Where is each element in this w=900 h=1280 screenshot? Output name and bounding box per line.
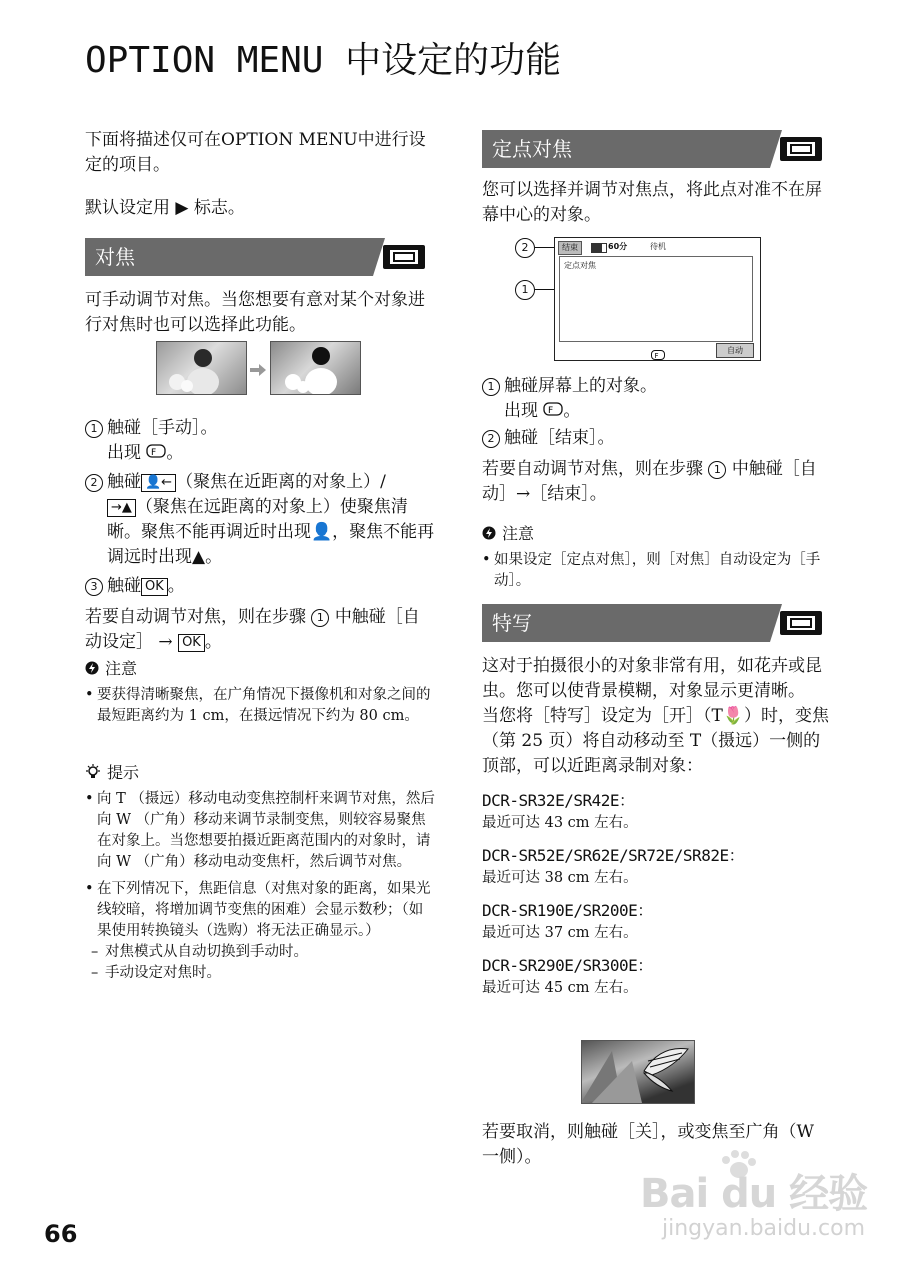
ok-button[interactable]: OK xyxy=(141,578,168,596)
spot-focus-steps xyxy=(482,374,832,592)
end-button[interactable]: 结束 xyxy=(558,241,582,255)
step-marker: 1 xyxy=(85,420,103,438)
svg-text:F: F xyxy=(151,448,157,458)
note-item: • 要获得清晰聚焦，在广角情况下摄像机和对象之间的最短距离约为 1 cm，在摄远情况下约为 80 cm。 xyxy=(85,685,435,727)
intro-text: 下面将描述仅可在OPTION MENU中进行设定的项目。 xyxy=(85,130,426,175)
tip-item: • 在下列情况下，焦距信息（对焦对象的距离，如果光线较暗，将增加调节变焦的困难）会显示数秒；（如果使用转换镜头（选购）将无法正确显示。） xyxy=(85,879,435,942)
model-list xyxy=(482,789,832,999)
baidu-watermark xyxy=(640,1150,870,1260)
svg-text:F: F xyxy=(548,406,554,416)
ok-button[interactable]: OK xyxy=(178,634,205,652)
spot-focus-section xyxy=(482,130,832,228)
model-name: DCR-SR52E/SR62E/SR72E/SR82E： xyxy=(482,846,745,865)
focus-tips xyxy=(85,760,435,984)
tip-item: • 向 T （摄远）移动电动变焦控制杆来调节对焦，然后向 W （广角）移动来调节录制变焦，则较容易聚焦在对象上。当您想要拍摄近距离范围内的对象时，请向 W （广角）移动电动变焦杆，然后调节对焦。 xyxy=(85,789,435,873)
model-distance: 最近可达 45 cm 左右。 xyxy=(482,980,638,996)
screen-title: 定点对焦 xyxy=(564,261,596,270)
note-item: • 如果设定［定点对焦］，则［对焦］自动设定为［手动］。 xyxy=(482,550,832,592)
model-distance: 最近可达 37 cm 左右。 xyxy=(482,925,638,941)
mountain-icon: ▲ xyxy=(192,547,206,567)
macro-section xyxy=(482,604,832,999)
model-entry xyxy=(482,844,832,889)
macro-desc: 这对于拍摄很小的对象非常有用，如花卉或昆虫。您可以使背景模糊，对象显示更清晰。 xyxy=(482,656,822,701)
watermark-url: jingyan.baidu.com xyxy=(662,1216,866,1241)
focus-step-2: 2 触碰 👤← （聚焦在近距离的对象上）/ →▲ （聚焦在远距离的对象上）使聚焦清晰。聚焦不能再调近时出现👤，聚焦不能再调远时出现▲。 xyxy=(85,470,435,570)
camera-icon xyxy=(770,130,832,168)
model-name: DCR-SR290E/SR300E： xyxy=(482,956,653,975)
default-note: 默认设定用 ▶ 标志。 xyxy=(85,198,245,218)
butterfly-photo xyxy=(581,1040,695,1104)
callout-marker: 1 xyxy=(515,280,535,300)
svg-text:F: F xyxy=(654,352,659,360)
focus-heading xyxy=(85,238,435,276)
tip-subitem: – 对焦模式从自动切换到手动时。 xyxy=(91,942,435,963)
model-entry xyxy=(482,899,832,944)
model-entry xyxy=(482,954,832,999)
standby-status: 待机 xyxy=(650,242,666,251)
callout-marker: 2 xyxy=(515,238,535,258)
manual-focus-icon xyxy=(651,345,665,364)
macro-heading xyxy=(482,604,832,642)
macro-desc-2: 当您将［特写］设定为［开］（T🌷）时，变焦（第 25 页）将自动移动至 T（摄远）一侧的顶部，可以近距离录制对象： xyxy=(482,706,830,776)
model-distance: 最近可达 38 cm 左右。 xyxy=(482,870,638,886)
focus-step-3: 3 触碰 OK 。 xyxy=(85,574,435,599)
intro-block xyxy=(85,128,435,221)
tip-subitem: – 手动设定对焦时。 xyxy=(91,963,435,984)
auto-button[interactable]: 自动 xyxy=(716,343,754,358)
lcd-screen xyxy=(554,237,761,361)
focus-section xyxy=(85,238,435,338)
screen-frame xyxy=(559,256,753,342)
focus-before-photo xyxy=(156,341,247,395)
focus-heading-label: 对焦 xyxy=(95,245,135,269)
model-name: DCR-SR190E/SR200E： xyxy=(482,901,653,920)
focus-desc: 可手动调节对焦。当您想要有意对某个对象进行对焦时也可以选择此功能。 xyxy=(85,290,425,335)
callout-line xyxy=(535,247,555,248)
note-heading: 注意 xyxy=(482,521,832,544)
model-distance: 最近可达 43 cm 左右。 xyxy=(482,815,638,831)
page-title: OPTION MENU 中设定的功能 xyxy=(85,40,562,81)
macro-cancel-text: 若要取消，则触碰［关］，或变焦至广角（W 一侧）。 xyxy=(482,1122,814,1167)
focus-steps xyxy=(85,416,435,655)
warning-icon xyxy=(85,661,99,675)
step-marker: 1 xyxy=(708,461,726,479)
step-marker: 1 xyxy=(482,378,500,396)
spot-step-1: 1 触碰屏幕上的对象。 出现 F 。 xyxy=(482,374,832,424)
model-name: DCR-SR32E/SR42E： xyxy=(482,791,635,810)
manual-focus-icon xyxy=(146,443,166,463)
step-marker: 3 xyxy=(85,578,103,596)
battery-icon xyxy=(591,243,607,253)
spot-focus-desc: 您可以选择并调节对焦点，将此点对准不在屏幕中心的对象。 xyxy=(482,180,822,225)
near-focus-button[interactable]: 👤← xyxy=(141,474,176,492)
step-marker: 2 xyxy=(85,474,103,492)
warning-icon xyxy=(482,526,496,540)
note-heading: 注意 xyxy=(85,656,435,679)
focus-auto-text: 若要自动调节对焦，则在步骤 1 中触碰［自动设定］ → OK 。 xyxy=(85,607,420,652)
macro-heading-label: 特写 xyxy=(492,611,532,635)
far-focus-button[interactable]: →▲ xyxy=(107,499,136,517)
step-marker: 1 xyxy=(311,609,329,627)
spot-focus-heading xyxy=(482,130,832,168)
person-icon: 👤 xyxy=(311,522,333,542)
battery-time: 60分 xyxy=(608,242,628,251)
spot-step-2: 2 触碰［结束］。 xyxy=(482,426,832,451)
arrow-right-icon xyxy=(250,361,266,380)
model-entry xyxy=(482,789,832,834)
camera-icon xyxy=(373,238,435,276)
focus-after-photo xyxy=(270,341,361,395)
camera-icon xyxy=(770,604,832,642)
page-number: 66 xyxy=(44,1220,78,1248)
spot-focus-heading-label: 定点对焦 xyxy=(492,137,572,161)
focus-step-1: 1 触碰［手动］。 出现 F 。 xyxy=(85,416,435,466)
tip-heading: 提示 xyxy=(85,760,435,783)
manual-focus-icon xyxy=(543,401,563,421)
focus-note xyxy=(85,656,435,727)
lightbulb-icon xyxy=(85,764,101,780)
spot-auto-text: 若要自动调节对焦，则在步骤 1 中触碰［自动］→［结束］。 xyxy=(482,459,817,504)
watermark-logo: Bai du 经验 xyxy=(640,1171,868,1217)
step-marker: 2 xyxy=(482,430,500,448)
